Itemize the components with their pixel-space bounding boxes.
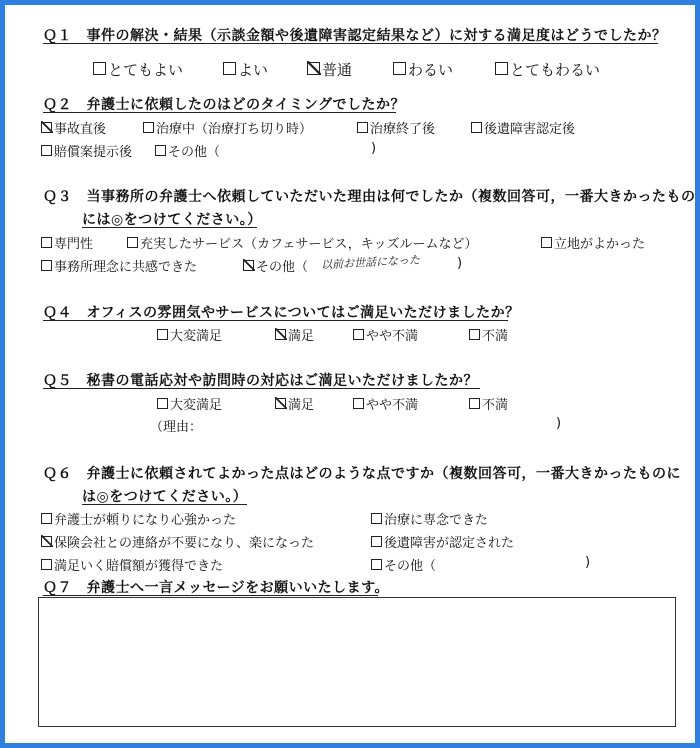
checkbox-icon[interactable] xyxy=(93,62,106,75)
q6-option-1[interactable]: 弁護士が頼りになり心強かった xyxy=(41,509,236,528)
q5-option-2[interactable]: 満足 xyxy=(275,394,314,413)
q2-other-close: ) xyxy=(371,141,377,156)
q4-underline xyxy=(43,320,508,321)
q1-option-2[interactable]: よい xyxy=(223,59,268,80)
q3-question-line2: には◎をつけてください。） xyxy=(82,212,262,228)
checkbox-icon[interactable] xyxy=(371,559,382,570)
q5-option-3[interactable]: やや不満 xyxy=(353,394,418,413)
checkbox-icon[interactable] xyxy=(155,145,166,156)
q6-option-2[interactable]: 治療に専念できた xyxy=(371,509,488,528)
checkbox-icon[interactable] xyxy=(541,237,552,248)
q5-reason-close: ) xyxy=(556,416,562,431)
q6-question-line1: Ｑ６ 弁護士に依頼されてよかった点はどのような点ですか（複数回答可，一番大きかったものに xyxy=(43,466,681,482)
checkbox-icon[interactable] xyxy=(469,329,480,340)
q3-question-line1: Ｑ３ 当事務所の弁護士へ依頼していただいた理由は何でしたか（複数回答可，一番大きかったもの xyxy=(43,189,696,205)
checkbox-icon[interactable] xyxy=(393,62,406,75)
checkbox-icon[interactable] xyxy=(143,122,154,133)
q6-option-4[interactable]: 後遺障害が認定された xyxy=(371,532,514,551)
checkbox-icon[interactable] xyxy=(353,329,364,340)
q3-option-4[interactable]: 事務所理念に共感できた xyxy=(41,256,197,275)
q7-question: Ｑ７ 弁護士へ一言メッセージをお願いいたします。 xyxy=(43,580,390,596)
q1-option-3[interactable]: 普通 xyxy=(307,59,352,80)
checkbox-icon[interactable] xyxy=(41,145,52,156)
q1-option-5[interactable]: とてもわるい xyxy=(495,59,600,80)
q3-underline xyxy=(82,227,257,228)
q5-option-1[interactable]: 大変満足 xyxy=(157,394,222,413)
q5-question: Ｑ５ 秘書の電話応対や訪問時の対応はご満足いただけましたか？ xyxy=(43,373,478,389)
q2-option-6[interactable]: その他（ xyxy=(155,141,220,160)
checked-checkbox-icon[interactable] xyxy=(307,62,320,75)
q1-option-4[interactable]: わるい xyxy=(393,59,453,80)
q4-option-3[interactable]: やや不満 xyxy=(353,325,418,344)
q3-option-2[interactable]: 充実したサービス（カフェサービス，キッズルームなど） xyxy=(127,233,477,252)
checked-checkbox-icon[interactable] xyxy=(41,536,52,547)
q3-other-handwritten: 以前お世話になった xyxy=(320,253,421,272)
checkbox-icon[interactable] xyxy=(471,122,482,133)
checked-checkbox-icon[interactable] xyxy=(275,329,286,340)
q3-option-5[interactable]: その他（ xyxy=(243,256,308,275)
checkbox-icon[interactable] xyxy=(371,513,382,524)
checkbox-icon[interactable] xyxy=(157,398,168,409)
checkbox-icon[interactable] xyxy=(41,513,52,524)
checkbox-icon[interactable] xyxy=(41,237,52,248)
checkbox-icon[interactable] xyxy=(223,62,236,75)
q1-question: Ｑ１ 事件の解決・結果（示談金額や後遺障害認定結果など）に対する満足度はどうでしたか？ xyxy=(43,28,667,44)
q1-underline xyxy=(43,43,658,44)
q4-option-2[interactable]: 満足 xyxy=(275,325,314,344)
q2-option-2[interactable]: 治療中（治療打ち切り時） xyxy=(143,118,312,137)
checked-checkbox-icon[interactable] xyxy=(275,398,286,409)
q2-option-3[interactable]: 治療終了後 xyxy=(357,118,435,137)
q6-other-close: ) xyxy=(585,555,591,570)
q1-option-1[interactable]: とてもよい xyxy=(93,59,183,80)
message-box[interactable] xyxy=(38,597,676,727)
q2-option-1[interactable]: 事故直後 xyxy=(41,118,106,137)
q4-option-1[interactable]: 大変満足 xyxy=(157,325,222,344)
q6-option-5[interactable]: 満足いく賠償額が獲得できた xyxy=(41,555,223,574)
q6-option-3[interactable]: 保険会社との連絡が不要になり、楽になった xyxy=(41,532,314,551)
q2-underline xyxy=(43,112,396,113)
q7-underline xyxy=(43,595,378,596)
q2-option-5[interactable]: 賠償案提示後 xyxy=(41,141,132,160)
checkbox-icon[interactable] xyxy=(469,398,480,409)
q5-underline xyxy=(43,388,480,389)
checkbox-icon[interactable] xyxy=(41,559,52,570)
checkbox-icon[interactable] xyxy=(127,237,138,248)
q2-option-4[interactable]: 後遺障害認定後 xyxy=(471,118,575,137)
q6-question-line2: は◎をつけてください。） xyxy=(82,489,248,505)
checkbox-icon[interactable] xyxy=(495,62,508,75)
checkbox-icon[interactable] xyxy=(353,398,364,409)
checkbox-icon[interactable] xyxy=(157,329,168,340)
q2-question: Ｑ２ 弁護士に依頼したのはどのタイミングでしたか？ xyxy=(43,97,405,113)
checkbox-icon[interactable] xyxy=(41,260,52,271)
q5-option-4[interactable]: 不満 xyxy=(469,394,508,413)
q3-option-1[interactable]: 専門性 xyxy=(41,233,93,252)
q4-option-4[interactable]: 不満 xyxy=(469,325,508,344)
checkbox-icon[interactable] xyxy=(357,122,368,133)
checked-checkbox-icon[interactable] xyxy=(243,260,254,271)
q3-other-close: ) xyxy=(457,256,463,271)
q3-option-3[interactable]: 立地がよかった xyxy=(541,233,645,252)
checkbox-icon[interactable] xyxy=(371,536,382,547)
q6-option-6[interactable]: その他（ xyxy=(371,555,436,574)
q4-question: Ｑ４ オフィスの雰囲気やサービスについてはご満足いただけましたか？ xyxy=(43,305,520,321)
checked-checkbox-icon[interactable] xyxy=(41,122,52,133)
q6-underline xyxy=(82,504,247,505)
q5-reason-label: （理由： xyxy=(150,420,203,435)
